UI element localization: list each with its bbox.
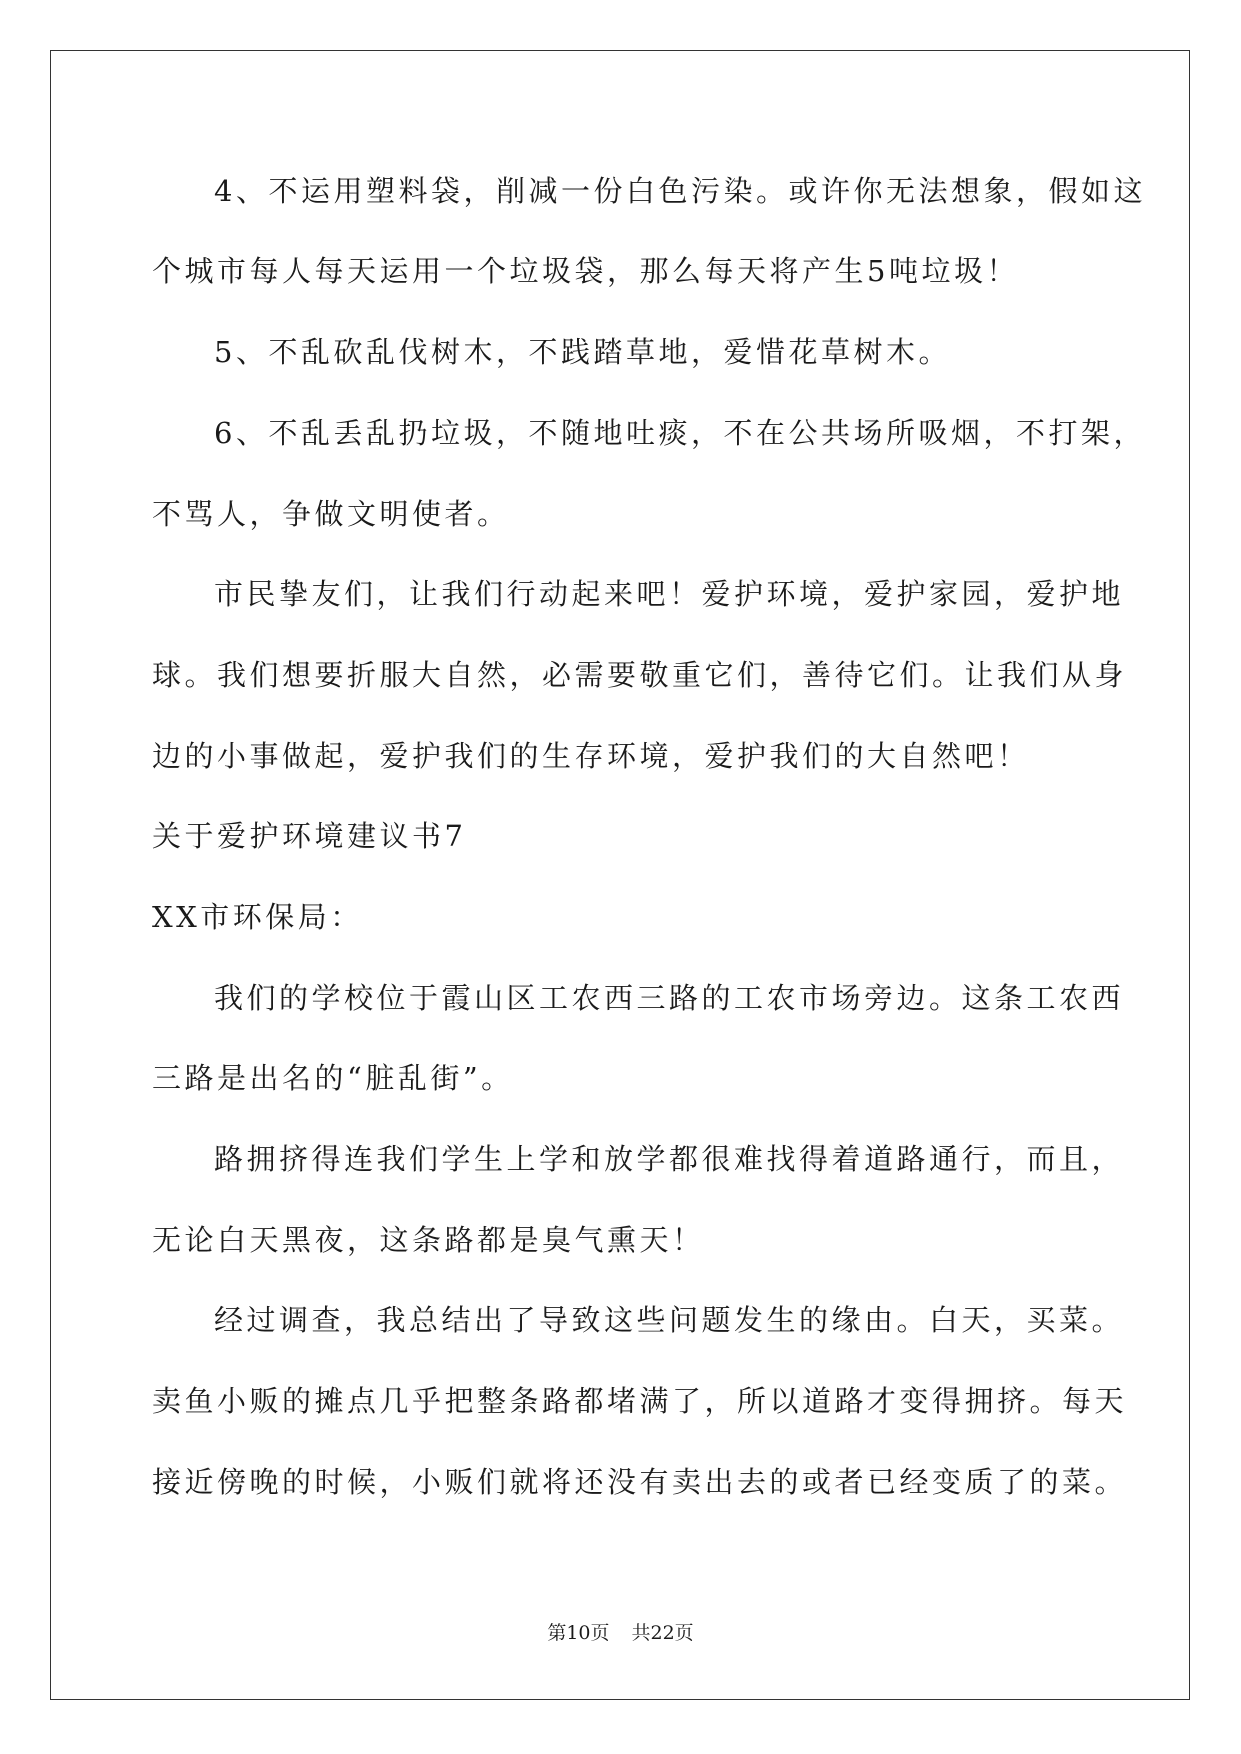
paragraph-line: 接近傍晚的时候，小贩们就将还没有卖出去的或者已经变质了的菜。	[152, 1465, 1128, 1499]
section-heading: 关于爱护环境建议书7	[152, 819, 467, 853]
paragraph-line: 边的小事做起，爱护我们的生存环境，爱护我们的大自然吧！	[152, 739, 1030, 773]
paragraph-line: 个城市每人每天运用一个垃圾袋，那么每天将产生5吨垃圾！	[152, 254, 1019, 288]
paragraph-line: 无论白天黑夜，这条路都是臭气熏天！	[152, 1223, 705, 1257]
page-footer	[0, 1620, 1241, 1646]
paragraph-line: 我们的学校位于霞山区工农西三路的工农市场旁边。这条工农西	[214, 981, 1125, 1015]
paragraph-line: 路拥挤得连我们学生上学和放学都很难找得着道路通行，而且，	[214, 1142, 1125, 1176]
paragraph-line: 不骂人，争做文明使者。	[152, 497, 510, 531]
page-total: 共22页	[631, 1622, 694, 1644]
paragraph-line: 4、不运用塑料袋，削减一份白色污染。或许你无法想象，假如这	[214, 174, 1146, 208]
paragraph-line: 球。我们想要折服大自然，必需要敬重它们，善待它们。让我们从身	[152, 658, 1128, 692]
page-frame	[50, 50, 1190, 1700]
page-number: 第10页	[547, 1622, 610, 1644]
paragraph-line: 市民挚友们，让我们行动起来吧！爱护环境，爱护家园，爱护地	[214, 577, 1125, 611]
paragraph-line: 5、不乱砍乱伐树木，不践踏草地，爱惜花草树木。	[214, 335, 951, 369]
paragraph-line: 卖鱼小贩的摊点几乎把整条路都堵满了，所以道路才变得拥挤。每天	[152, 1384, 1128, 1418]
paragraph-line: 6、不乱丢乱扔垃圾，不随地吐痰，不在公共场所吸烟，不打架，	[214, 416, 1146, 450]
paragraph-line: 三路是出名的“脏乱街”。	[152, 1061, 514, 1095]
paragraph-line: 经过调查，我总结出了导致这些问题发生的缘由。白天，买菜。	[214, 1303, 1125, 1337]
salutation: XX市环保局：	[152, 900, 363, 934]
